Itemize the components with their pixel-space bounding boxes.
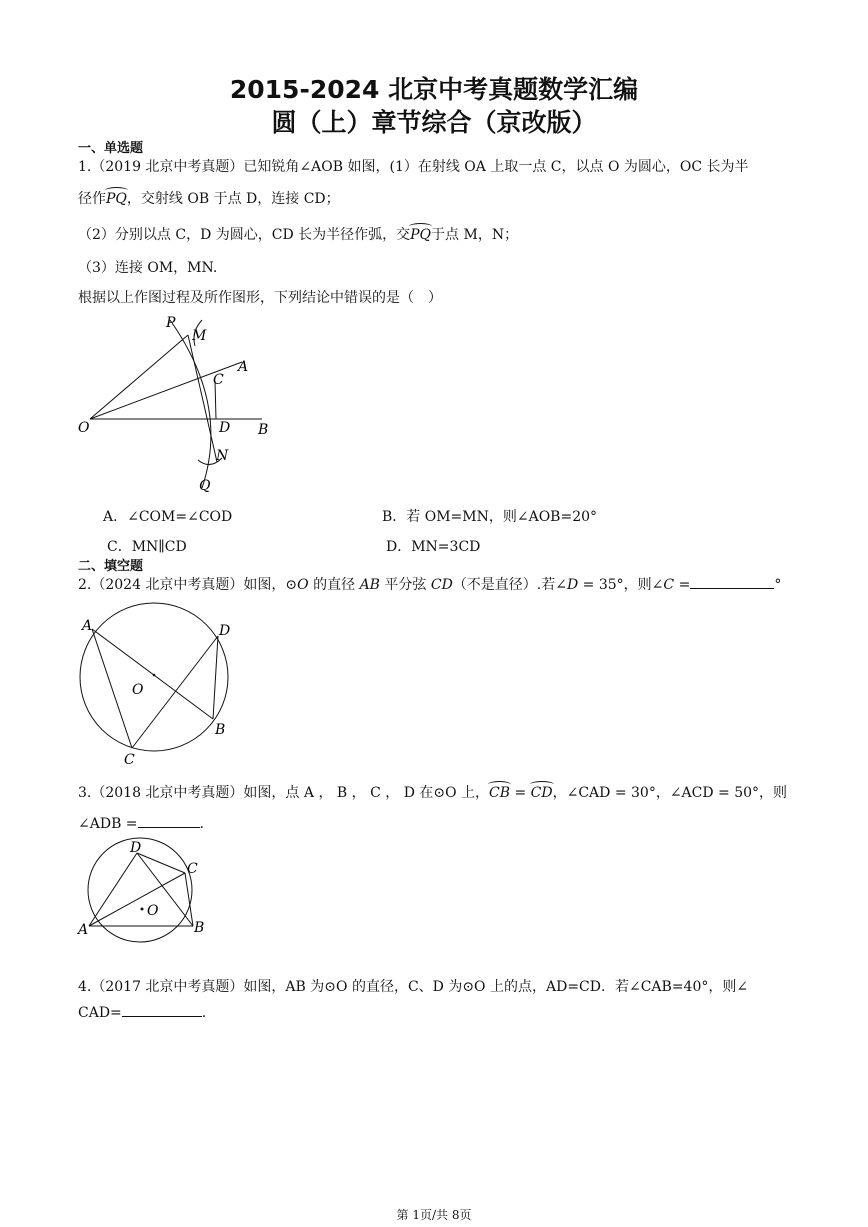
answer-blank[interactable] [690, 576, 774, 589]
q1-line2: 径作PQ，交射线 OB 于点 D，连接 CD； [78, 191, 340, 207]
fig3-label-o: O [147, 903, 159, 919]
fig3-label-b: B [194, 920, 205, 936]
fig1-label-p: P [166, 315, 176, 331]
q1-line1: 1.（2019 北京中考真题）已知锐角∠AOB 如图，(1）在射线 OA 上取一点 C，以点 O 为圆心，OC 长为半 [78, 159, 749, 175]
fig1-label-q: Q [199, 478, 211, 494]
arc-cb: CB [489, 785, 511, 801]
q1-option-c: C．MN∥CD [107, 539, 187, 555]
q1-figure [70, 310, 280, 500]
q1-option-d: D．MN=3CD [386, 539, 481, 555]
fig3-label-d: D [130, 840, 142, 856]
fig1-label-d: D [219, 420, 231, 436]
q1-question-prompt: 根据以上作图过程及所作图形，下列结论中错误的是（ ） [78, 290, 442, 306]
q3-line2: ∠ADB = . [78, 816, 204, 832]
arc-pq: PQ [106, 191, 127, 207]
section-heading-single-choice: 一、单选题 [78, 141, 144, 156]
fig1-label-m: M [192, 328, 207, 344]
arc-cd: CD [530, 785, 553, 801]
fig2-label-b: B [215, 722, 226, 738]
fig1-label-a: A [238, 359, 249, 375]
fig1-label-c: C [213, 372, 224, 388]
answer-blank[interactable] [122, 1004, 202, 1017]
fig2-label-d: D [219, 623, 231, 639]
q4-line2: CAD= . [78, 1005, 207, 1021]
q1-option-b: B．若 OM=MN，则∠AOB=20° [382, 509, 598, 525]
fig1-label-b: B [258, 422, 269, 438]
q1-line3: （2）分别以点 C，D 为圆心，CD 长为半径作弧，交PQ于点 M，N； [78, 227, 519, 243]
fig2-label-a: A [82, 618, 93, 634]
q2-line1: 2.（2024 北京中考真题）如图，⊙O 的直径 AB 平分弦 CD（不是直径）.若∠D = 35°，则∠C = ° [78, 577, 782, 593]
fig3-label-c: C [187, 861, 198, 877]
document-title: 2015-2024 北京中考真题数学汇编 [229, 75, 639, 104]
q4-line1: 4.（2017 北京中考真题）如图，AB 为⊙O 的直径，C、D 为⊙O 上的点，AD=CD．若∠CAB=40°，则∠ [78, 979, 749, 995]
q3-figure [75, 838, 215, 943]
fig2-label-o: O [132, 682, 144, 698]
arc-pq: PQ [410, 227, 432, 243]
section-heading-fill-blank: 二、填空题 [78, 559, 144, 574]
page-number: 第 1页/共 8页 [396, 1208, 472, 1222]
fig2-label-c: C [124, 752, 135, 768]
document-subtitle: 圆（上）章节综合（京改版） [271, 108, 597, 137]
fig3-label-a: A [78, 922, 89, 938]
fig1-label-o: O [78, 420, 90, 436]
fig1-label-n: N [216, 448, 229, 464]
q2-figure [70, 605, 245, 770]
q1-line4: （3）连接 OM，MN. [78, 260, 218, 276]
q3-line1: 3.（2018 北京中考真题）如图，点 A ， B ， C ， D 在⊙O 上，CB = CD，∠CAD = 30°，∠ACD = 50°，则 [78, 785, 788, 801]
q1-option-a: A．∠COM=∠COD [103, 509, 233, 525]
answer-blank[interactable] [138, 815, 200, 828]
